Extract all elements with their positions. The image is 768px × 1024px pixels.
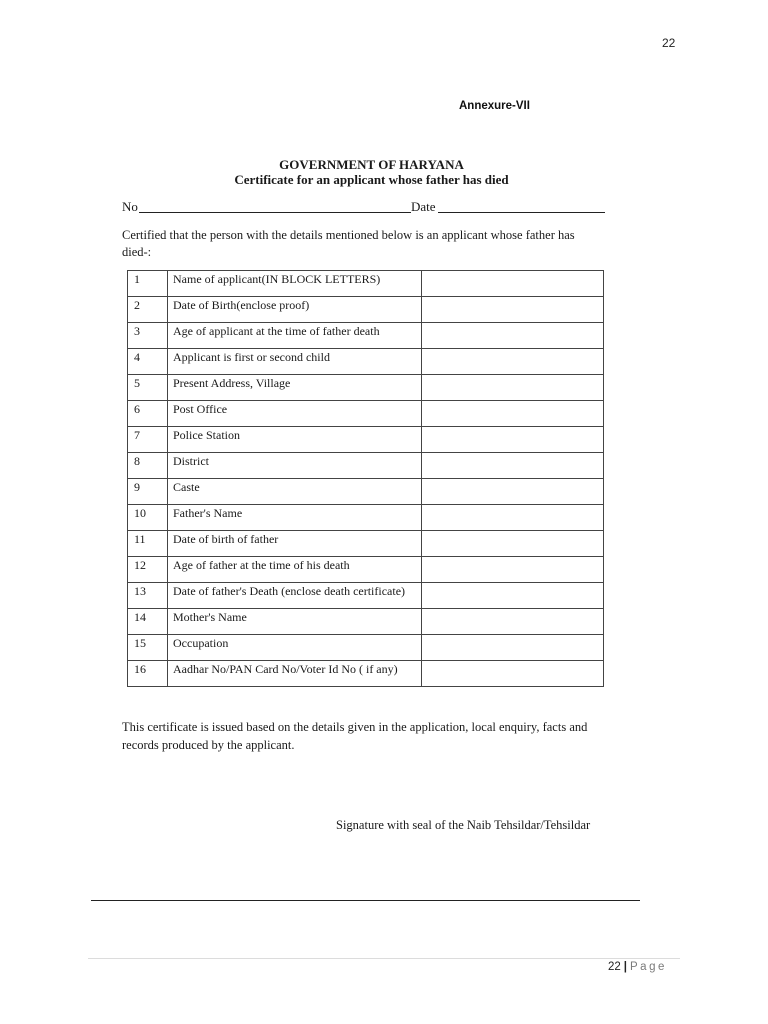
- table-row: [128, 609, 604, 635]
- row-label: Applicant is first or second child: [168, 349, 422, 375]
- row-label: Police Station: [168, 427, 422, 453]
- row-value-field[interactable]: [422, 505, 604, 531]
- row-value-field[interactable]: [422, 271, 604, 297]
- row-number: 8: [128, 453, 168, 479]
- row-number: 5: [128, 375, 168, 401]
- row-label: Date of father's Death (enclose death certificate): [168, 583, 422, 609]
- row-label: Aadhar No/PAN Card No/Voter Id No ( if any): [168, 661, 422, 687]
- row-label: Age of applicant at the time of father death: [168, 323, 422, 349]
- row-label: Date of birth of father: [168, 531, 422, 557]
- date-label: Date: [411, 199, 436, 214]
- table-row: [128, 557, 604, 583]
- date-blank: [438, 212, 605, 213]
- row-number: 10: [128, 505, 168, 531]
- row-number: 11: [128, 531, 168, 557]
- row-label: Name of applicant(IN BLOCK LETTERS): [168, 271, 422, 297]
- row-value-field[interactable]: [422, 583, 604, 609]
- table-row: [128, 427, 604, 453]
- row-label: Age of father at the time of his death: [168, 557, 422, 583]
- intro-text: Certified that the person with the details mentioned below is an applicant whose father has died-:: [122, 228, 575, 259]
- table-row: [128, 349, 604, 375]
- row-label: Father's Name: [168, 505, 422, 531]
- row-number: 4: [128, 349, 168, 375]
- row-value-field[interactable]: [422, 427, 604, 453]
- row-number: 1: [128, 271, 168, 297]
- row-number: 12: [128, 557, 168, 583]
- no-blank: [139, 212, 411, 213]
- row-label: Mother's Name: [168, 609, 422, 635]
- row-label: District: [168, 453, 422, 479]
- footer-page-word: Page: [630, 961, 667, 973]
- table-row: [128, 661, 604, 687]
- footer-page-number: 22: [608, 961, 621, 973]
- issuance-note: This certificate is issued based on the details given in the application, local enquiry, facts and records produced by the applicant.: [122, 720, 588, 752]
- table-row: [128, 297, 604, 323]
- row-value-field[interactable]: [422, 635, 604, 661]
- table-row: [128, 583, 604, 609]
- row-number: 14: [128, 609, 168, 635]
- footer-divider: [88, 958, 680, 959]
- table-row: [128, 271, 604, 297]
- table-row: [128, 375, 604, 401]
- row-value-field[interactable]: [422, 401, 604, 427]
- row-label: Post Office: [168, 401, 422, 427]
- row-value-field[interactable]: [422, 323, 604, 349]
- row-number: 6: [128, 401, 168, 427]
- row-label: Caste: [168, 479, 422, 505]
- row-number: 3: [128, 323, 168, 349]
- no-date-line: [122, 199, 605, 215]
- table-row: [128, 479, 604, 505]
- table-row: [128, 323, 604, 349]
- row-value-field[interactable]: [422, 661, 604, 687]
- row-number: 2: [128, 297, 168, 323]
- row-label: Date of Birth(enclose proof): [168, 297, 422, 323]
- row-label: Occupation: [168, 635, 422, 661]
- certificate-title: Certificate for an applicant whose father has died: [234, 172, 509, 187]
- row-value-field[interactable]: [422, 297, 604, 323]
- table-row: [128, 453, 604, 479]
- horizontal-rule: [91, 900, 640, 901]
- table-row: [128, 635, 604, 661]
- row-value-field[interactable]: [422, 609, 604, 635]
- annexure-label: Annexure-VII: [459, 100, 530, 112]
- row-value-field[interactable]: [422, 349, 604, 375]
- table-row: [128, 505, 604, 531]
- applicant-details-table: [127, 270, 604, 687]
- no-label: No: [122, 199, 138, 214]
- row-value-field[interactable]: [422, 375, 604, 401]
- signature-line: Signature with seal of the Naib Tehsildar/Tehsildar: [336, 818, 591, 832]
- row-number: 7: [128, 427, 168, 453]
- row-number: 9: [128, 479, 168, 505]
- page-number-top: 22: [662, 36, 676, 50]
- table-row: [128, 401, 604, 427]
- footer-separator: |: [623, 961, 628, 973]
- row-number: 16: [128, 661, 168, 687]
- row-label: Present Address, Village: [168, 375, 422, 401]
- row-value-field[interactable]: [422, 453, 604, 479]
- row-value-field[interactable]: [422, 479, 604, 505]
- page-footer: [608, 961, 667, 973]
- row-number: 15: [128, 635, 168, 661]
- table-row: [128, 531, 604, 557]
- row-number: 13: [128, 583, 168, 609]
- row-value-field[interactable]: [422, 557, 604, 583]
- government-title: GOVERNMENT OF HARYANA: [279, 157, 464, 172]
- row-value-field[interactable]: [422, 531, 604, 557]
